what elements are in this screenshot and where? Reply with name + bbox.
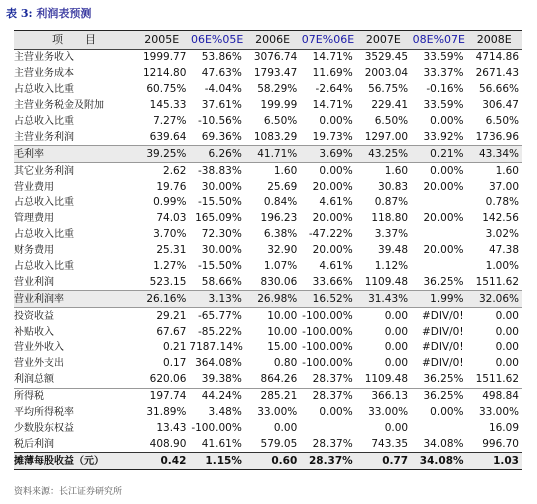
table-cell [411,259,466,275]
table-cell: 43.34% [467,146,522,163]
table-cell: 1.07% [263,260,298,273]
table-cell: 0.00 [495,357,519,370]
table-cell: 196.23 [260,212,298,225]
table-cell: 743.35 [371,437,409,450]
table-cell: 39.38% [189,372,244,388]
table-cell: -100.00% [302,309,353,322]
table-cell: 26.98% [245,291,300,308]
table-cell: 1.03 [467,453,522,470]
header-col-08e-07e: 08E%07E [411,31,466,50]
table-cell: 6.26% [189,146,244,163]
table-cell: 0.00 [495,309,519,322]
table-row [14,356,522,372]
table-cell: 16.09 [488,421,519,434]
table-cell: 20.00% [312,244,353,257]
table-cell: 58.66% [189,274,244,290]
table-cell: 67.67 [156,325,187,338]
table-row [14,308,522,324]
table-cell: 43.25% [356,146,411,163]
table-cell: 0.78% [485,196,519,209]
table-cell: 579.05 [260,437,298,450]
table-cell: 366.13 [371,390,409,403]
table-row [14,163,522,179]
table-cell: 31.43% [356,291,411,308]
table-cell: 408.90 [149,437,187,450]
table-cell: -15.50% [198,260,242,273]
table-cell: 25.31 [156,244,187,257]
table-cell: 1793.47 [253,67,298,80]
table-cell: 44.24% [201,390,242,403]
table-cell: -100.00% [302,357,353,370]
table-cell: 1511.62 [467,372,522,388]
table-cell: 1.60 [273,164,298,177]
table-cell: 6.50% [263,115,298,127]
table-cell: 29.21 [156,309,187,322]
table-cell: 0.87% [374,196,409,209]
table-cell: 11.69% [312,67,353,80]
table-cell: 1.60 [495,164,519,177]
table-cell: 0.21% [411,146,466,163]
table-cell: 19.76 [156,180,187,193]
table-cell: 30.83 [378,180,409,193]
table-body [14,50,522,470]
table-cell: -2.64% [315,83,353,96]
table-cell: 47.63% [201,67,242,80]
row-label: 平均所得税率 [14,407,74,419]
table-cell: 39.48 [378,244,409,257]
table-cell: #DIV/0! [421,341,464,354]
table-cell [411,420,466,436]
table-cell: 6.50% [485,115,519,127]
row-label: 其它业务利润 [14,165,74,177]
table-row [14,146,522,163]
table-cell: 1.99% [411,291,466,308]
table-row [14,179,522,195]
row-label: 营业外收入 [14,342,64,354]
table-number: 表 3: [6,7,33,20]
table-cell: 0.17 [163,357,187,370]
table-row [14,436,522,452]
table-row [14,291,522,308]
table-cell: 37.61% [201,99,242,112]
table-row [14,420,522,436]
table-cell: 26.16% [134,291,189,308]
table-cell: 1214.80 [143,67,187,80]
table-cell: 6.38% [263,228,298,241]
row-label: 毛利率 [14,146,134,163]
table-cell: 0.21 [163,341,187,354]
table-cell: 197.74 [149,390,187,403]
row-label: 占总收入比重 [14,197,74,209]
table-cell: 15.00 [267,341,298,354]
table-cell: 830.06 [245,274,300,290]
row-label: 营业利润率 [14,291,134,308]
row-label: 营业外支出 [14,358,64,370]
table-cell: 0.00% [319,164,353,177]
table-cell: 285.21 [260,390,298,403]
row-label: 主营业务收入 [14,52,74,64]
table-cell: 3.70% [153,228,187,241]
table-cell: 2671.43 [475,67,519,80]
table-cell: 13.43 [156,421,187,434]
table-cell: 3076.74 [253,51,298,64]
row-label: 主营业务成本 [14,68,74,80]
table-cell: 1.60 [384,164,409,177]
table-cell: 3.13% [189,291,244,308]
table-cell: 0.00 [384,309,409,322]
table-cell: 10.00 [267,325,298,338]
table-cell: 6.50% [374,115,409,127]
header-col-2008e: 2008E [467,31,522,50]
row-label: 占总收入比重 [14,84,74,96]
table-cell: 14.71% [312,51,353,64]
table-cell: 32.90 [267,244,298,257]
table-cell: 69.36% [189,129,244,145]
table-cell: 74.03 [156,212,187,225]
table-cell: 0.00% [430,164,464,177]
table-cell: 0.00% [319,406,353,419]
table-cell: 996.70 [482,437,519,450]
table-cell: 30.00% [201,180,242,193]
table-cell: -100.00% [302,341,353,354]
table-cell: 33.00% [257,406,298,419]
table-cell: 1.12% [374,260,409,273]
table-cell: 0.99% [153,196,187,209]
row-label: 税后利润 [14,438,54,450]
table-cell: 10.00 [267,309,298,322]
table-cell: 20.00% [423,212,464,225]
table-cell: 19.73% [300,129,355,145]
table-row [14,66,522,82]
table-cell: 32.06% [467,291,522,308]
income-statement-table [14,30,522,470]
table-cell: 33.37% [423,67,464,80]
table-cell: 142.56 [482,212,519,225]
table-cell: 20.00% [423,180,464,193]
table-row [14,340,522,356]
row-label: 少数股东权益 [14,422,74,434]
table-cell: 639.64 [134,129,189,145]
table-cell: 36.25% [411,274,466,290]
table-cell: 56.66% [478,83,519,96]
table-cell: 118.80 [371,212,409,225]
table-cell: 0.00 [384,325,409,338]
table-cell: 72.30% [201,228,242,241]
table-cell: 1083.29 [245,129,300,145]
table-cell: 34.08% [423,437,464,450]
table-cell: 165.09% [195,212,242,225]
table-cell: 56.75% [368,83,409,96]
table-cell: 0.00 [384,421,409,434]
table-cell: 20.00% [312,212,353,225]
table-cell: -100.00% [191,421,242,434]
table-cell: 36.25% [423,390,464,403]
table-cell: 1297.00 [356,129,411,145]
table-cell: 0.00 [495,325,519,338]
table-cell: -0.16% [426,83,464,96]
table-cell: 523.15 [134,274,189,290]
table-cell: 39.25% [134,146,189,163]
header-label: 项目 [14,31,134,50]
table-cell: 31.89% [146,406,187,419]
table-cell: 28.37% [300,453,355,470]
table-cell: 0.00% [430,115,464,127]
row-label: 营业费用 [14,181,54,193]
table-row [14,259,522,275]
table-cell: 41.61% [201,437,242,450]
table-cell: 4714.86 [475,51,519,64]
table-cell: 4.61% [319,260,353,273]
table-row [14,114,522,130]
table-cell [300,420,355,436]
table-row [14,98,522,114]
table-cell: 58.29% [257,83,298,96]
table-cell: 16.52% [300,291,355,308]
table-cell: 33.59% [423,99,464,112]
table-cell: 7187.14% [189,341,243,354]
table-cell: -47.22% [308,228,353,241]
table-row [14,129,522,145]
table-row [14,50,522,66]
table-row [14,243,522,259]
table-cell: 1736.96 [467,129,522,145]
row-label: 占总收入比重 [14,261,74,273]
table-cell: 199.99 [260,99,298,112]
table-row [14,195,522,211]
table-cell: 3.37% [374,228,409,241]
table-cell: 33.92% [411,129,466,145]
table-cell: 47.38 [488,244,519,257]
table-cell: 864.26 [245,372,300,388]
header-col-06e-05e: 06E%05E [189,31,244,50]
table-cell: 33.66% [300,274,355,290]
table-cell: 1999.77 [143,51,187,64]
table-cell [411,227,466,243]
table-row [14,405,522,421]
table-cell: 0.00 [273,421,298,434]
header-row [14,31,522,50]
table-cell: 3529.45 [364,51,409,64]
table-cell: -38.83% [198,164,242,177]
table-row [14,211,522,227]
table-row [14,324,522,340]
table-cell: -15.50% [198,196,242,209]
table-cell: 36.25% [411,372,466,388]
table-cell: 1.27% [153,260,187,273]
table-cell: -4.04% [204,83,242,96]
table-cell: 4.61% [319,196,353,209]
table-cell: 30.00% [201,244,242,257]
table-cell: -65.77% [198,309,242,322]
table-cell: #DIV/0! [421,357,464,370]
table-cell: 60.75% [146,83,187,96]
table-cell: 229.41 [371,99,409,112]
table-cell: 620.06 [134,372,189,388]
source-note: 资料来源：长江证券研究所 [14,487,123,497]
table-cell: 0.60 [245,453,300,470]
table-cell: -10.56% [198,115,242,127]
table-cell: 3.48% [208,406,242,419]
row-label: 占总收入比重 [14,116,74,127]
table-cell: 0.00 [495,341,519,354]
table-cell: 364.08% [195,357,242,370]
row-label: 占总收入比重 [14,229,74,241]
table-cell [411,195,466,211]
table-cell: 3.02% [485,228,519,241]
table-cell: 2.62 [163,164,187,177]
table-cell: 0.00 [384,341,409,354]
row-label: 主营业务税金及附加 [14,100,104,112]
table-row [14,274,522,290]
table-cell: 37.00 [488,180,519,193]
table-cell: 53.86% [201,51,242,64]
table-row [14,453,522,470]
table-cell: 0.42 [134,453,189,470]
header-col-2007e: 2007E [356,31,411,50]
table-cell: 1.15% [189,453,244,470]
row-label: 营业利润 [14,274,134,290]
table-row [14,388,522,404]
table-cell: -85.22% [198,325,242,338]
table-cell: 1109.48 [356,372,411,388]
table-cell: 28.37% [312,437,353,450]
table-title-text: 利润表预测 [36,7,92,20]
table-cell: 1511.62 [467,274,522,290]
table-cell: 0.80 [273,357,298,370]
table-cell: #DIV/0! [421,325,464,338]
table-cell: 7.27% [153,115,187,127]
table-cell: 1.00% [485,260,519,273]
table-cell: 33.59% [423,51,464,64]
row-label: 摊薄每股收益（元） [14,453,134,470]
row-label: 管理费用 [14,213,54,225]
table-row [14,82,522,98]
table-cell: 33.00% [368,406,409,419]
table-cell: 41.71% [245,146,300,163]
table-row [14,227,522,243]
table-cell: 306.47 [482,99,519,112]
table-cell: 20.00% [312,180,353,193]
table-cell: 498.84 [482,390,519,403]
table-cell: 0.00 [384,357,409,370]
table-cell: 20.00% [423,244,464,257]
table-row [14,372,522,388]
table-cell: 145.33 [149,99,187,112]
table-cell: 2003.04 [364,67,409,80]
header-col-2006e: 2006E [245,31,300,50]
table-cell: 0.84% [263,196,298,209]
header-col-2005e: 2005E [134,31,189,50]
table-cell: 0.00% [430,406,464,419]
table-cell: 0.00% [319,115,353,127]
row-label: 补贴收入 [14,326,54,338]
table-cell: 0.77 [356,453,411,470]
table-cell: 14.71% [312,99,353,112]
row-label: 利润总额 [14,372,134,388]
row-label: 财务费用 [14,245,54,257]
row-label: 主营业务利润 [14,129,134,145]
table-cell: 3.69% [300,146,355,163]
table-title [6,6,91,22]
table-cell: 1109.48 [356,274,411,290]
table-cell: 34.08% [411,453,466,470]
table-cell: 33.00% [478,406,519,419]
table-cell: 25.69 [267,180,298,193]
header-col-07e-06e: 07E%06E [300,31,355,50]
table-cell: 28.37% [312,390,353,403]
table-cell: 28.37% [300,372,355,388]
table-cell: -100.00% [302,325,353,338]
row-label: 所得税 [14,391,44,403]
table-cell: #DIV/0! [421,309,464,322]
row-label: 投资收益 [14,310,54,322]
